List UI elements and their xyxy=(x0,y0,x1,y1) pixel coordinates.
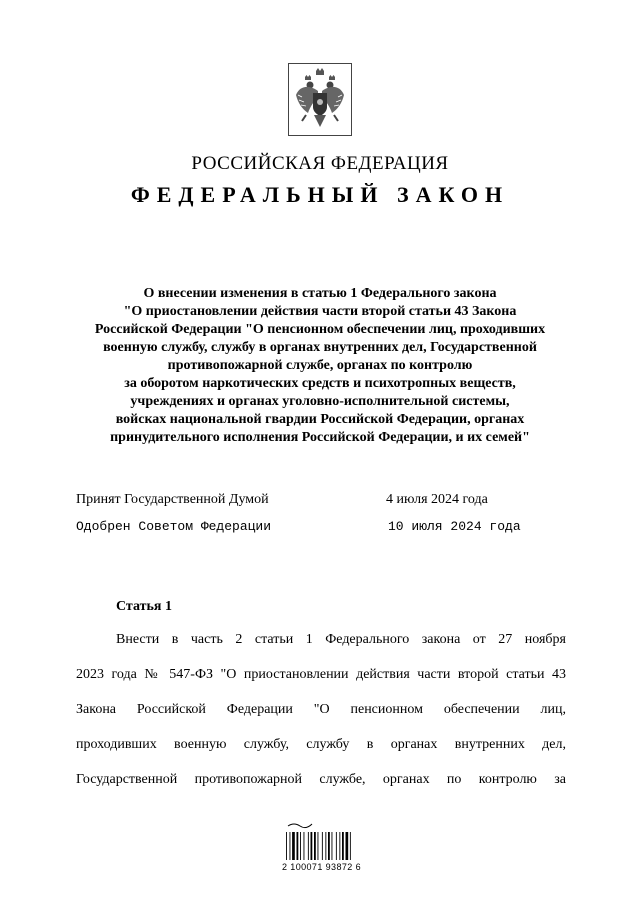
heading-line: военную службу, службу в органах внутренних дел, Государственной xyxy=(103,340,537,355)
heading-line: за оборотом наркотических средств и психотропных веществ, xyxy=(124,376,516,391)
council-approval-date: 10 июля 2024 года xyxy=(388,519,521,534)
heading-line: Российской Федерации "О пенсионном обеспечении лиц, проходивших xyxy=(94,322,546,337)
heading-line: войсках национальной гвардии Российской Федерации, органах xyxy=(115,412,525,427)
article-text-line: Внести в часть 2 статьи 1 Федерального закона от 27 ноября xyxy=(116,632,566,647)
barcode-number: 2 100071 93872 6 xyxy=(282,862,361,872)
law-heading xyxy=(60,285,580,447)
article-text-line: Закона Российской Федерации "О пенсионном обеспечении лиц, xyxy=(76,702,566,717)
article-text-line: 2023 года № 547-ФЗ "О приостановлении действия части второй статьи 43 xyxy=(76,667,566,682)
heading-line: учреждениях и органах уголовно-исполнительной системы, xyxy=(130,394,510,409)
heading-line: противопожарной службе, органах по контролю xyxy=(167,358,473,373)
coat-of-arms-icon xyxy=(288,63,352,136)
article-title: Статья 1 xyxy=(116,599,172,614)
duma-adoption-date: 4 июля 2024 года xyxy=(386,492,488,507)
country-name: РОССИЙСКАЯ ФЕДЕРАЦИЯ xyxy=(191,153,449,174)
heading-line: "О приостановлении действия части второй статьи 43 Закона xyxy=(123,304,517,319)
article-text-line: проходивших военную службу, службу в органах внутренних дел, xyxy=(76,737,566,752)
council-approval-label: Одобрен Советом Федерации xyxy=(76,519,272,534)
barcode-icon xyxy=(282,820,362,882)
duma-adoption-label: Принят Государственной Думой xyxy=(76,492,269,507)
article-text-line: Государственной противопожарной службе, органах по контролю за xyxy=(76,772,566,787)
document-type-title: ФЕДЕРАЛЬНЫЙ ЗАКОН xyxy=(130,182,510,207)
heading-line: О внесении изменения в статью 1 Федерального закона xyxy=(143,286,497,301)
heading-line: принудительного исполнения Российской Федерации, и их семей" xyxy=(110,430,530,445)
